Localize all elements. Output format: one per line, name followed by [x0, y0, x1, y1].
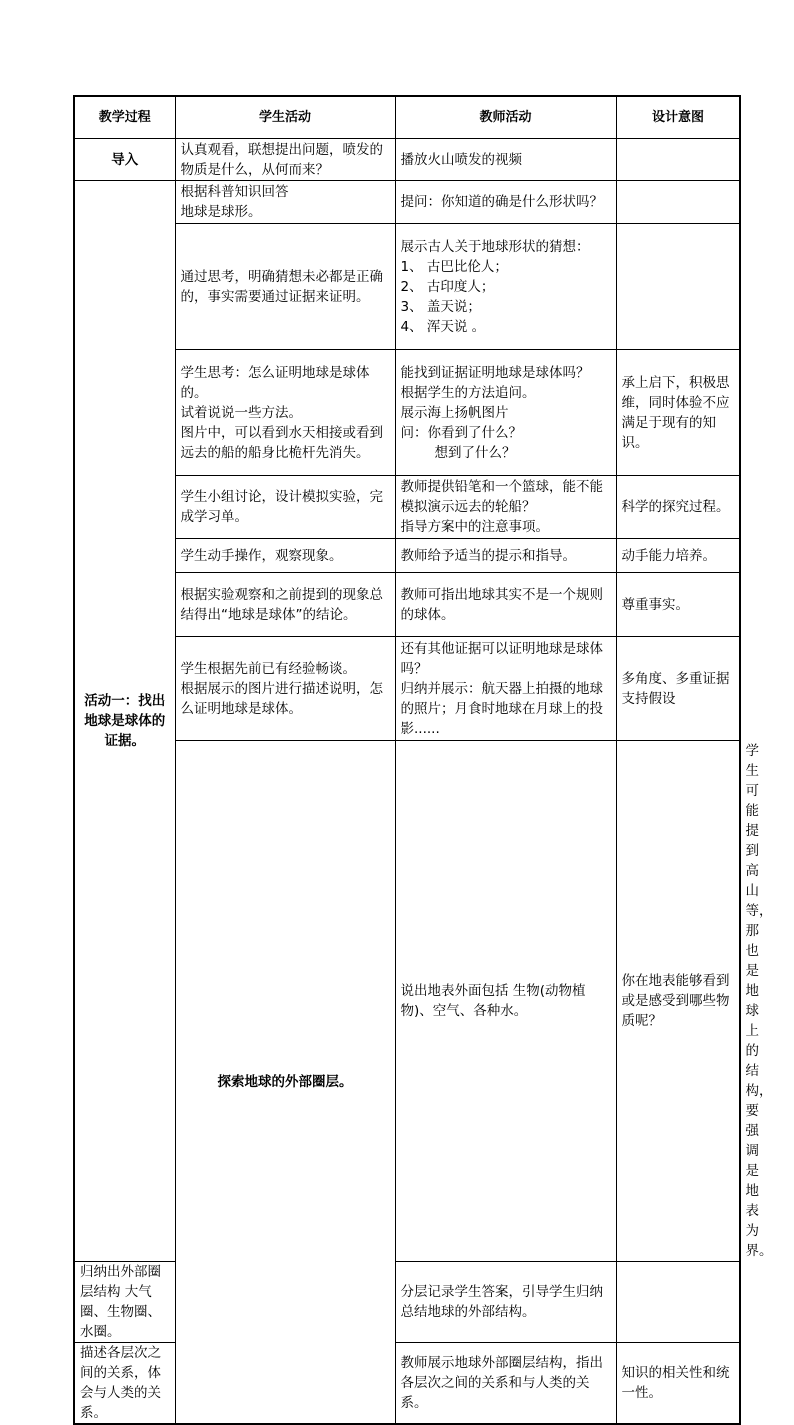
header-design-intent: 设计意图 — [616, 96, 740, 139]
header-process: 教学过程 — [74, 96, 175, 139]
teacher-cell: 你在地表能够看到或是感受到哪些物质呢？ — [616, 741, 740, 1262]
intent-cell: 动手能力培养。 — [616, 539, 740, 573]
intent-cell: 科学的探究过程。 — [616, 476, 740, 539]
student-cell: 说出地表外面包括 生物(动物植物)、空气、各种水。 — [395, 741, 616, 1262]
lesson-plan-table — [73, 95, 773, 1425]
student-cell: 学生根据先前已有经验畅谈。 根据展示的图片进行描述说明，怎么证明地球是球体。 — [175, 637, 395, 741]
teacher-cell: 教师可指出地球其实不是一个规则的球体。 — [395, 573, 616, 637]
table-row — [74, 1343, 740, 1425]
student-cell: 通过思考，明确猜想未必都是正确的，事实需要通过证据来证明。 — [175, 224, 395, 350]
table-row — [74, 1262, 740, 1343]
stage-cell: 导入 — [74, 139, 175, 181]
student-cell: 根据实验观察和之前提到的现象总结得出“地球是球体”的结论。 — [175, 573, 395, 637]
teacher-cell: 播放火山喷发的视频 — [395, 139, 616, 181]
intent-cell — [616, 181, 740, 224]
intent-cell — [616, 139, 740, 181]
teacher-cell: 教师提供铅笔和一个篮球，能不能模拟演示远去的轮船？ 指导方案中的注意事项。 — [395, 476, 616, 539]
table-row — [74, 139, 740, 181]
student-cell: 根据科普知识回答 地球是球形。 — [175, 181, 395, 224]
stage-cell: 探索地球的外部圈层。 — [175, 741, 395, 1425]
student-cell: 学生小组讨论，设计模拟实验，完成学习单。 — [175, 476, 395, 539]
teacher-cell: 提问：你知道的确是什么形状吗？ — [395, 181, 616, 224]
student-cell: 学生思考：怎么证明地球是球体的。 试着说说一些方法。 图片中，可以看到水天相接或看到远去的船的船身比桅杆先消失。 — [175, 350, 395, 476]
intent-cell — [616, 224, 740, 350]
intent-cell: 承上启下，积极思维，同时体验不应满足于现有的知识。 — [616, 350, 740, 476]
intent-cell: 多角度、多重证据支持假设 — [616, 637, 740, 741]
teacher-cell: 还有其他证据可以证明地球是球体吗？ 归纳并展示：航天器上拍摄的地球的照片；月食时地球在月球上的投影...... — [395, 637, 616, 741]
teacher-cell: 展示古人关于地球形状的猜想： 1、 古巴比伦人； 2、 古印度人； 3、 盖天说； 4、 浑天说 。 — [395, 224, 616, 350]
student-cell: 描述各层次之间的关系，体会与人类的关系。 — [74, 1343, 175, 1425]
header-row — [74, 96, 740, 139]
intent-cell: 知识的相关性和统一性。 — [616, 1343, 740, 1425]
teacher-cell: 分层记录学生答案，引导学生归纳总结地球的外部结构。 — [395, 1262, 616, 1343]
intent-cell — [616, 1262, 740, 1343]
intent-cell: 尊重事实。 — [616, 573, 740, 637]
header-student-activity: 学生活动 — [175, 96, 395, 139]
teacher-cell: 教师展示地球外部圈层结构，指出各层次之间的关系和与人类的关系。 — [395, 1343, 616, 1425]
header-teacher-activity: 教师活动 — [395, 96, 616, 139]
student-cell: 学生动手操作，观察现象。 — [175, 539, 395, 573]
table-row — [74, 181, 740, 224]
student-cell: 归纳出外部圈层结构 大气圈、生物圈、水圈。 — [74, 1262, 175, 1343]
student-cell: 认真观看，联想提出问题，喷发的物质是什么，从何而来？ — [175, 139, 395, 181]
stage-cell: 活动一：找出地球是球体的证据。 — [74, 181, 175, 1262]
teacher-cell: 教师给予适当的提示和指导。 — [395, 539, 616, 573]
teacher-cell: 能找到证据证明地球是球体吗？ 根据学生的方法追问。 展示海上扬帆图片 问：你看到了什么？ 想到了什么？ — [395, 350, 616, 476]
table-row: 探索地球的外部圈层。 说出地表外面包括 生物(动物植物)、空气、各种水。 你在地表能够看到或是感受到哪些物质呢？ 学生可能提到高山等，那也是地球上的结构，要强调是地表为界。 — [74, 741, 740, 1262]
